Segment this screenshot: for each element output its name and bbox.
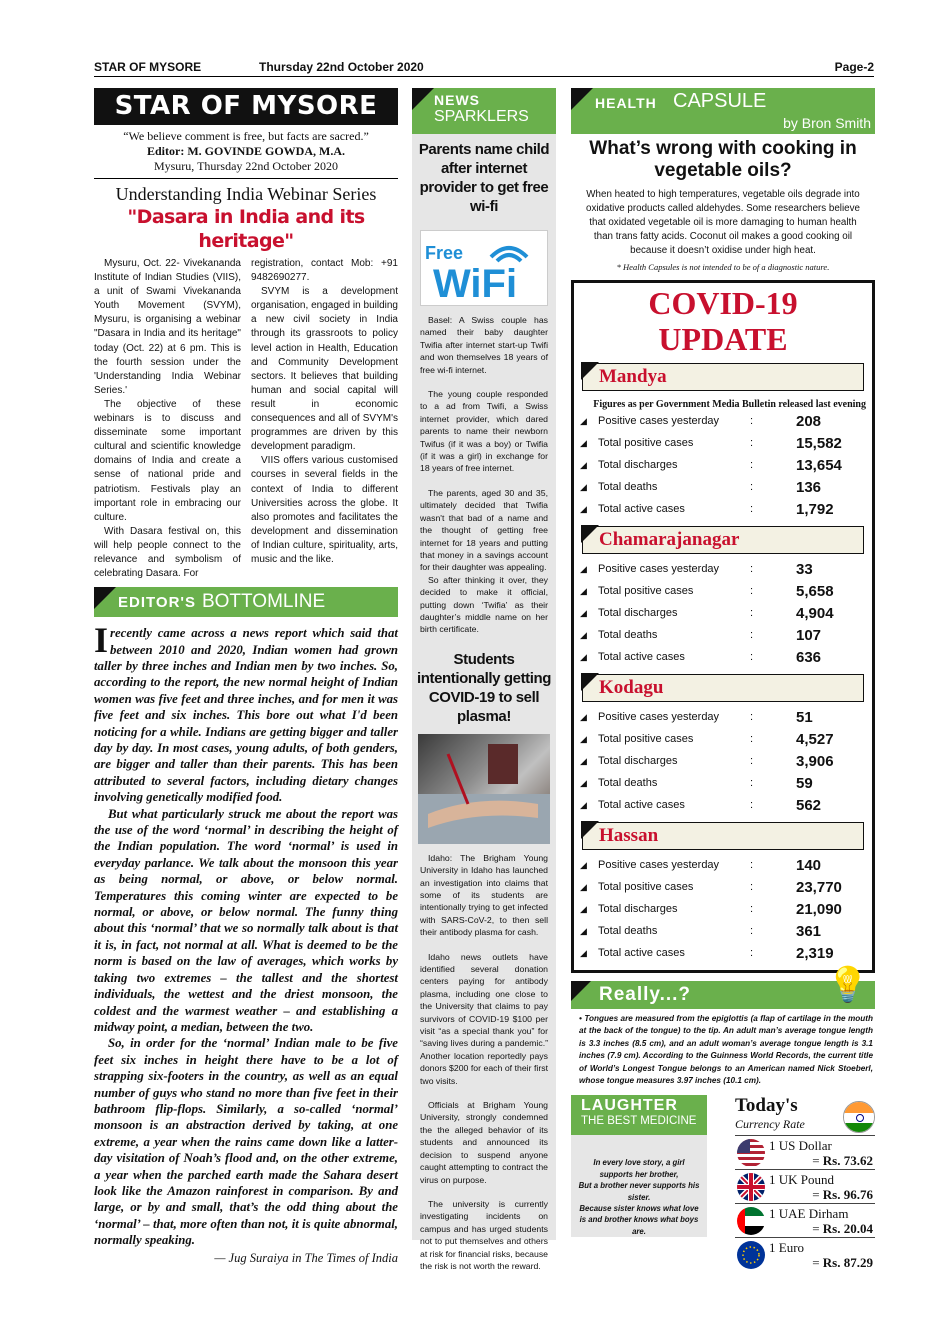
paragraph: SVYM is a development organisation, engaged in building a new civil society in India through its grassroots to policy level action in Health, Education and Community Development sectors. It believes that building human and social capital will result in economic consequences and all of SVYM's programmes are driven by this development paradigm.: [251, 286, 398, 453]
stat-colon: :: [750, 481, 754, 493]
rate-value: Rs. 20.04: [822, 1221, 873, 1237]
story-headline: Parents name child after internet provider to get free wi-fi: [418, 141, 550, 215]
laughter-header: [571, 1095, 707, 1135]
arrow-icon: ◢: [580, 799, 587, 810]
header-date: Thursday 22nd October 2020: [259, 60, 424, 74]
currency-name: 1 UK Pound: [769, 1172, 835, 1188]
section-label: NEWS: [434, 92, 480, 108]
stat-label: Total discharges: [598, 903, 678, 915]
stat-colon: :: [750, 629, 754, 641]
stat-row: [580, 750, 866, 772]
arrow-icon: ◢: [580, 859, 587, 870]
currency-title: Today's: [735, 1095, 798, 1117]
stat-colon: :: [750, 881, 754, 893]
currency-rate: [812, 1153, 873, 1169]
laughter-box: [571, 1095, 707, 1237]
currency-row: [735, 1169, 875, 1203]
rate-value: Rs. 73.62: [822, 1153, 873, 1169]
story-text: [412, 314, 556, 636]
editorial-text: [94, 620, 398, 1248]
arrow-icon: ◢: [580, 437, 587, 448]
stat-label: Total positive cases: [598, 585, 694, 597]
corner-triangle-icon: [581, 362, 599, 380]
currency-name: 1 US Dollar: [769, 1138, 832, 1154]
stat-value: 1,792: [796, 500, 834, 518]
stat-colon: :: [750, 859, 754, 871]
paragraph: recently came across a news report which said that between 2010 and 2020, Indian women had grown taller by three inches and Indian men by two inches. So, according to the report, the new normal height of Indian women was five feet and three inches, and for men it was five feet and six inches. This bore out what I'd been noticing for a while. Indians are getting bigger and taller day by day. In most cases, young adults, of both genders, are bigger and taller than their parents. This has been attributed to several factors, including dietary changes involving genetically modified food.: [94, 626, 398, 805]
section-label: SPARKLERS: [434, 108, 529, 125]
section-label: THE BEST MEDICINE: [581, 1115, 697, 1128]
really-header: [571, 966, 875, 1009]
arrow-icon: ◢: [580, 881, 587, 892]
covid-update-box: [571, 280, 875, 973]
health-title: What’s wrong with cooking in vegetable oils?: [589, 138, 857, 181]
stat-row: [580, 942, 866, 964]
stat-label: Positive cases yesterday: [598, 563, 720, 575]
section-label: BOTTOMLINE: [201, 591, 326, 613]
stat-row: [580, 624, 866, 646]
stat-colon: :: [750, 947, 754, 959]
stat-label: Total deaths: [598, 777, 658, 789]
section-label: EDITOR'S: [118, 593, 196, 611]
eu-flag-icon: [737, 1241, 765, 1269]
stat-value: 33: [796, 560, 813, 578]
stat-value: 636: [796, 648, 822, 666]
stat-row: [580, 876, 866, 898]
stat-colon: :: [750, 437, 754, 449]
paragraph: Officials at Brigham Young University, strongly condemned the the alleged behavior of its students and announced its decision to suspend anyone caught attempting to contract the virus on purpose.: [420, 1100, 548, 1185]
equals-sign: =: [812, 1187, 823, 1203]
paragraph: But what particularly struck me about the report was the use of the word ‘normal’ in describing the height of the Indian population. The word ‘normal’ is used in everyday parlance. We talk about the monsoon this year as being normal, or above, or below normal. Temperatures this coming winter are expected to be normal, or above, or below normal. The funny thing about this ‘normal’ that we so normally talk about is that it is, in fact, not normal at all. What is deemed to be the norm is based on the law of averages, which works by taking two extremes – the tallest and the shortest individuals, the wettest and the driest monsoon, the coldest and the warmest weather – and establishing a midway point, a median, between the two.: [94, 806, 398, 1034]
section-label: Really...?: [599, 984, 692, 1005]
stat-value: 15,582: [796, 434, 842, 452]
corner-triangle-icon: [581, 673, 599, 691]
stat-row: [580, 410, 866, 432]
text-line: But a brother never supports his sister.: [578, 1181, 700, 1202]
arrow-icon: ◢: [580, 651, 587, 662]
stat-row: [580, 898, 866, 920]
stat-label: Total deaths: [598, 925, 658, 937]
text-line: Because sister knows what love is and brother knows what boys are.: [579, 1204, 699, 1236]
health-body: When heated to high temperatures, vegetable oils degrade into oxidative products called aldehydes. Some researchers believe that oxidated vegetable oil is more damaging to human health than trans fatty acids. Coconut oil makes a good cooking oil because it doesn’t oxidise under high heat.: [586, 189, 860, 256]
district-name: Kodagu: [599, 677, 664, 698]
stat-label: Total discharges: [598, 607, 678, 619]
editor-line: Editor: M. GOVINDE GOWDA, M.A.: [147, 144, 345, 158]
arrow-icon: ◢: [580, 563, 587, 574]
stat-colon: :: [750, 563, 754, 575]
stat-label: Total positive cases: [598, 881, 694, 893]
health-note: * Health Capsules is not intended to be of a diagnostic nature.: [616, 262, 830, 272]
currency-row: [735, 1203, 875, 1237]
arrow-icon: ◢: [580, 481, 587, 492]
paragraph: Mysuru, Oct. 22- Vivekananda Institute of Indian Studies (VIIS), a unit of Swami Vivekananda Youth Movement (SVYM), Mysuru, is organising a webinar "Dasara in India and its heritage" today (Oct. 22) at 6 pm. This is the fourth session under the 'Understanding India Webinar Series.': [94, 258, 241, 396]
editorial-credit: — Jug Suraiya in The Times of India: [214, 1250, 398, 1265]
health-capsule-header: [571, 88, 875, 134]
stat-colon: :: [750, 503, 754, 515]
stat-colon: :: [750, 585, 754, 597]
arrow-icon: ◢: [580, 607, 587, 618]
stat-value: 361: [796, 922, 822, 940]
stat-colon: :: [750, 925, 754, 937]
section-label: CAPSULE: [673, 90, 767, 112]
district-header: [582, 526, 864, 554]
currency-subtitle: Currency Rate: [735, 1117, 805, 1132]
district-header: [582, 822, 864, 850]
header-paper-name: STAR OF MYSORE: [94, 60, 202, 74]
wifi-logo-free: Free: [425, 243, 464, 263]
stat-value: 2,319: [796, 944, 834, 962]
stat-value: 59: [796, 774, 813, 792]
news-sparklers-header: [412, 88, 556, 134]
webinar-series-title: Understanding India Webinar Series: [115, 184, 377, 204]
stat-row: [580, 706, 866, 728]
header-page-number: Page-2: [834, 60, 874, 74]
stat-value: 107: [796, 626, 822, 644]
corner-triangle-icon: [571, 88, 593, 110]
bulletin-source: Figures as per Government Media Bulletin released last evening: [593, 399, 866, 410]
stat-colon: :: [750, 459, 754, 471]
district-name: Chamarajanagar: [599, 529, 740, 550]
stat-colon: :: [750, 755, 754, 767]
paragraph: So after thinking it over, they decided to make it official, putting down ‘Twifia’ as their daughter’s middle name on her birth certificate.: [420, 574, 548, 635]
arrow-icon: ◢: [580, 415, 587, 426]
stat-row: [580, 580, 866, 602]
stat-row: [580, 454, 866, 476]
stat-value: 3,906: [796, 752, 834, 770]
stat-value: 4,904: [796, 604, 834, 622]
paragraph: With Dasara festival on, this will help people connect to the relevance and symbolism of celebrating Dasara. For: [94, 525, 241, 580]
stat-label: Positive cases yesterday: [598, 415, 720, 427]
paragraph: The university is currently investigating incidents on campus and has urged students not to put themselves and others at risk for financial risks, because the risk is not worth the reward.: [420, 1198, 548, 1271]
stat-row: [580, 920, 866, 942]
stat-row: [580, 772, 866, 794]
uk-flag-icon: [737, 1173, 765, 1201]
stat-row: [580, 432, 866, 454]
stat-label: Total active cases: [598, 503, 685, 515]
stat-value: 13,654: [796, 456, 842, 474]
corner-triangle-icon: [581, 525, 599, 543]
stat-colon: :: [750, 415, 754, 427]
stat-colon: :: [750, 733, 754, 745]
wifi-icon: [421, 231, 547, 305]
paragraph: So, in order for the ‘normal’ Indian male to be five feet six inches in height there have to be a lot of strapping six-footers in the country, as well as an equal number of guys who stand no more than five feet in their bathroom flip-flops. Similarly, a so-called ‘normal’ monsoon is an abstraction derived by taking, at one extreme, a year when the rains came down like a latter-day visitation of Noah’s flood and, on the other extreme, a year when the parched earth made the Sahara desert look like the Amazon rainforest in comparison. By and large, or by and small, that’s the odd thing about the ‘normal’ – that, more often than not, it is quite abnormal, normally speaking.: [94, 1036, 398, 1248]
rate-value: Rs. 87.29: [822, 1255, 873, 1271]
plasma-donation-photo: [418, 734, 550, 844]
usa-flag-icon: [737, 1139, 765, 1167]
text-line: In every love story, a girl supports her brother,: [593, 1158, 685, 1179]
covid-districts: [580, 363, 866, 964]
motto-quote: “We believe comment is free, but facts are sacred.”: [123, 129, 369, 143]
really-text: • Tongues are measured from the epiglottis (a flap of cartilage in the mouth at the back of the tongue) to the tip. An adult man’s average tongue length is 3.3 inches (8.5 cm), and an adult woman’s average tongue length is 3.1 inches (7.9 cm). According to the Guinness World Records, the current title of World’s Longest Tongue belongs to an American named Nick Stoeberl, whose tongue measures 3.97 inches (10.1 cm).: [579, 1014, 873, 1086]
paragraph: The objective of these webinars is to discuss and disseminate some important cultural and scientific knowledge domains of India and create a sense of national pride and patriotism. Festivals play an important role in embracing our culture.: [94, 398, 241, 523]
corner-triangle-icon: [571, 981, 591, 1001]
arrow-icon: ◢: [580, 925, 587, 936]
stat-colon: :: [750, 651, 754, 663]
story-text: [412, 852, 556, 1273]
stat-label: Total discharges: [598, 459, 678, 471]
equals-sign: =: [812, 1221, 823, 1237]
stat-colon: :: [750, 777, 754, 789]
stat-colon: :: [750, 903, 754, 915]
arrow-icon: ◢: [580, 629, 587, 640]
paragraph: Idaho news outlets have identified several donation centers paying for antibody plasma, including one close to the University that claims to pay survivors of COVID-19 $100 per visit “as a special thank you” for “saving lives during a pandemic.” Another location reportedly pays donors $200 for each of their first two visits.: [420, 951, 548, 1086]
covid-title: COVID-19 UPDATE: [648, 285, 798, 357]
arrow-icon: ◢: [580, 733, 587, 744]
paragraph: registration, contact Mob: +91 9482690277.: [251, 258, 398, 284]
stat-label: Total active cases: [598, 799, 685, 811]
stat-label: Total discharges: [598, 755, 678, 767]
divider: [94, 178, 398, 179]
laughter-text: [571, 1135, 707, 1237]
editors-bottomline-header: [94, 587, 398, 617]
currency-row: [735, 1237, 875, 1271]
wifi-logo-image: [420, 230, 548, 306]
lightbulb-icon: 💡: [826, 966, 869, 1004]
left-column: [94, 88, 398, 1266]
stat-label: Total deaths: [598, 629, 658, 641]
section-label: LAUGHTER: [581, 1097, 678, 1115]
right-column: [571, 88, 875, 1271]
currency-rates: [735, 1135, 875, 1271]
arrow-icon: ◢: [580, 777, 587, 788]
webinar-text-col-1: [94, 257, 241, 581]
district-name: Hassan: [599, 825, 659, 846]
currency-name: 1 Euro: [769, 1240, 805, 1256]
arrow-icon: ◢: [580, 903, 587, 914]
currency-row: [735, 1135, 875, 1169]
stat-row: [580, 558, 866, 580]
district-name: Mandya: [599, 366, 667, 387]
stat-colon: :: [750, 607, 754, 619]
drop-cap: I: [94, 620, 109, 661]
masthead: STAR OF MYSORE: [94, 88, 398, 125]
paragraph: Tongues are measured from the epiglottis (a flap of cartilage in the mouth at the back of the tongue) to the tip. An adult man’s average tongue length is 3.3 inches (8.5 cm), and an adult woman’s average tongue length is 3.1 inches (7.9 cm). According to the Guinness World Records, the current title of World’s Longest Tongue belongs to an American named Nick Stoeberl, whose tongue measures 3.97 inches (10.1 cm).: [579, 1014, 873, 1086]
paragraph: VIIS offers various customised courses in several fields in the context of India to different Universities across the globe. It also promotes and facilitates the development and dissemination of Indian culture, spirituality, arts, music and the like.: [251, 455, 398, 565]
currency-header: [735, 1095, 875, 1135]
currency-rate: [812, 1187, 873, 1203]
paragraph: Basel: A Swiss couple has named their baby daughter Twifia after internet start-up Twifi and won themselves 18 years of free wi-fi internet.: [420, 315, 548, 375]
stat-colon: :: [750, 711, 754, 723]
currency-rate: [812, 1221, 873, 1237]
stat-row: [580, 476, 866, 498]
stat-row: [580, 498, 866, 520]
district-header: [582, 363, 864, 391]
motto: [94, 129, 398, 174]
currency-name: 1 UAE Dirham: [769, 1206, 849, 1222]
arrow-icon: ◢: [580, 947, 587, 958]
webinar-headline: "Dasara in India and its heritage": [127, 206, 365, 252]
corner-triangle-icon: [412, 88, 434, 110]
stat-label: Total active cases: [598, 947, 685, 959]
district-header: [582, 674, 864, 702]
story-headline: Students intentionally getting COVID-19 to sell plasma!: [416, 650, 552, 725]
stat-value: 23,770: [796, 878, 842, 896]
paragraph: Idaho: The Brigham Young University in Idaho has launched an investigation into claims that some of its students are intentionally trying to get infected with SARS-CoV-2, to then sell their antibody plasma for cash.: [420, 852, 548, 938]
byline: by Bron Smith: [783, 115, 871, 131]
equals-sign: =: [812, 1153, 823, 1169]
stat-row: [580, 854, 866, 876]
corner-triangle-icon: [94, 587, 116, 609]
stat-label: Total positive cases: [598, 733, 694, 745]
arrow-icon: ◢: [580, 585, 587, 596]
stat-row: [580, 794, 866, 816]
section-label: HEALTH: [595, 95, 657, 111]
stat-value: 208: [796, 412, 822, 430]
webinar-text-col-2: [251, 257, 398, 581]
page-header: [94, 60, 874, 76]
stat-value: 5,658: [796, 582, 834, 600]
wifi-logo-wifi: WiFi: [433, 262, 518, 305]
stat-value: 136: [796, 478, 822, 496]
corner-triangle-icon: [581, 821, 599, 839]
stat-value: 51: [796, 708, 813, 726]
stat-value: 140: [796, 856, 822, 874]
paragraph: The young couple responded to a ad from Twifi, a Swiss internet provider, which dared parents to name their newborn Twifus (if it was a boy) or Twifia (if it was a girl) in exchange for 18 years of free internet.: [420, 389, 548, 474]
stat-label: Total positive cases: [598, 437, 694, 449]
stat-value: 562: [796, 796, 822, 814]
stat-label: Total deaths: [598, 481, 658, 493]
stat-label: Positive cases yesterday: [598, 859, 720, 871]
stat-label: Positive cases yesterday: [598, 711, 720, 723]
stat-value: 4,527: [796, 730, 834, 748]
arrow-icon: ◢: [580, 459, 587, 470]
equals-sign: =: [812, 1255, 823, 1271]
arrow-icon: ◢: [580, 711, 587, 722]
stat-value: 21,090: [796, 900, 842, 918]
paragraph: The parents, aged 30 and 35, ultimately decided that Twifia wasn't that bad of a name and the thought of getting free internet for 18 years and putting that money in a savings account for their daughter was appealing.: [420, 487, 548, 573]
stat-colon: :: [750, 799, 754, 811]
arrow-icon: ◢: [580, 503, 587, 514]
arrow-icon: ◢: [580, 755, 587, 766]
bottom-row: [571, 1095, 875, 1271]
stat-row: [580, 602, 866, 624]
news-sparklers-column: [412, 88, 556, 1271]
currency-rate: [812, 1255, 873, 1271]
rate-value: Rs. 96.76: [822, 1187, 873, 1203]
webinar-article: [94, 257, 398, 581]
header-rule: [94, 76, 874, 77]
currency-rate-box: [735, 1095, 875, 1271]
dateline: Mysuru, Thursday 22nd October 2020: [153, 159, 339, 173]
stat-row: [580, 728, 866, 750]
uae-flag-icon: [737, 1207, 765, 1235]
stat-row: [580, 646, 866, 668]
stat-label: Total active cases: [598, 651, 685, 663]
